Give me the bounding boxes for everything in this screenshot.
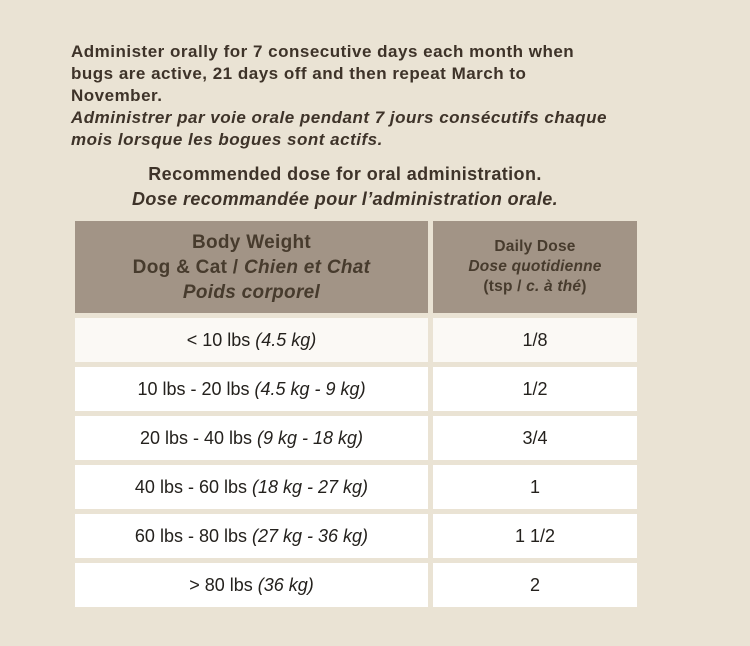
instructions-en-line-1: Administer orally for 7 consecutive days each month when [71,42,575,61]
weight-lbs: 10 lbs - 20 lbs [137,378,250,399]
dog-cat-label: Dog & Cat / [132,256,239,278]
dose-quotidienne-label: Dose quotidienne [468,258,602,275]
weight-cell [75,514,428,558]
chien-chat-label: Chien et Chat [243,256,371,278]
table-row [75,465,637,509]
administration-instructions [71,41,607,151]
table-row [75,563,637,607]
weight-lbs: 20 lbs - 40 lbs [139,427,252,448]
dose-table [75,221,637,607]
weight-lbs: > 80 lbs [189,574,253,595]
instructions-fr-line-1: Administrer par voie orale pendant 7 jours consécutifs chaque [71,108,607,127]
daily-dose-title: Daily Dose [494,238,576,255]
dose-cell: 1 [433,465,637,509]
daily-dose-header-cell [433,221,637,313]
poids-corporel-label: Poids corporel [182,281,321,303]
instructions-en-line-2: bugs are active, 21 days off and then repeat March to [71,64,527,83]
body-weight-header-cell [75,221,428,313]
dose-cell: 2 [433,563,637,607]
table-row [75,514,637,558]
instructions-en-line-3: November. [71,86,163,105]
tsp-unit-post: ) [581,278,587,295]
weight-kg: (18 kg - 27 kg) [252,476,369,497]
weight-cell [75,367,428,411]
weight-lbs: < 10 lbs [186,329,251,350]
dose-heading-fr: Dose recommandée pour l’administration orale. [131,189,559,209]
dose-heading-en: Recommended dose for oral administration. [148,164,542,184]
table-row [75,416,637,460]
tsp-unit-label [483,277,586,297]
weight-lbs: 60 lbs - 80 lbs [134,525,247,546]
weight-lbs: 40 lbs - 60 lbs [134,476,247,497]
dose-cell: 1 1/2 [433,514,637,558]
table-row [75,318,637,362]
body-weight-title: Body Weight [191,231,312,253]
weight-kg: (27 kg - 36 kg) [252,525,369,546]
weight-cell [75,318,428,362]
weight-kg: (36 kg) [257,574,314,595]
weight-cell [75,563,428,607]
tsp-unit-fr: c. à thé [526,278,582,295]
weight-kg: (9 kg - 18 kg) [257,427,364,448]
table-header-row [75,221,637,313]
weight-cell [75,416,428,460]
instructions-fr-line-2: mois lorsque les bogues sont actifs. [71,130,383,149]
dose-cell: 1/8 [433,318,637,362]
dose-cell: 3/4 [433,416,637,460]
tsp-unit-pre: (tsp / [483,278,522,295]
weight-kg: (4.5 kg) [255,329,317,350]
dog-cat-subtitle [133,255,371,280]
dose-heading [0,162,690,212]
dose-cell: 1/2 [433,367,637,411]
weight-kg: (4.5 kg - 9 kg) [254,378,366,399]
weight-cell [75,465,428,509]
table-row [75,367,637,411]
